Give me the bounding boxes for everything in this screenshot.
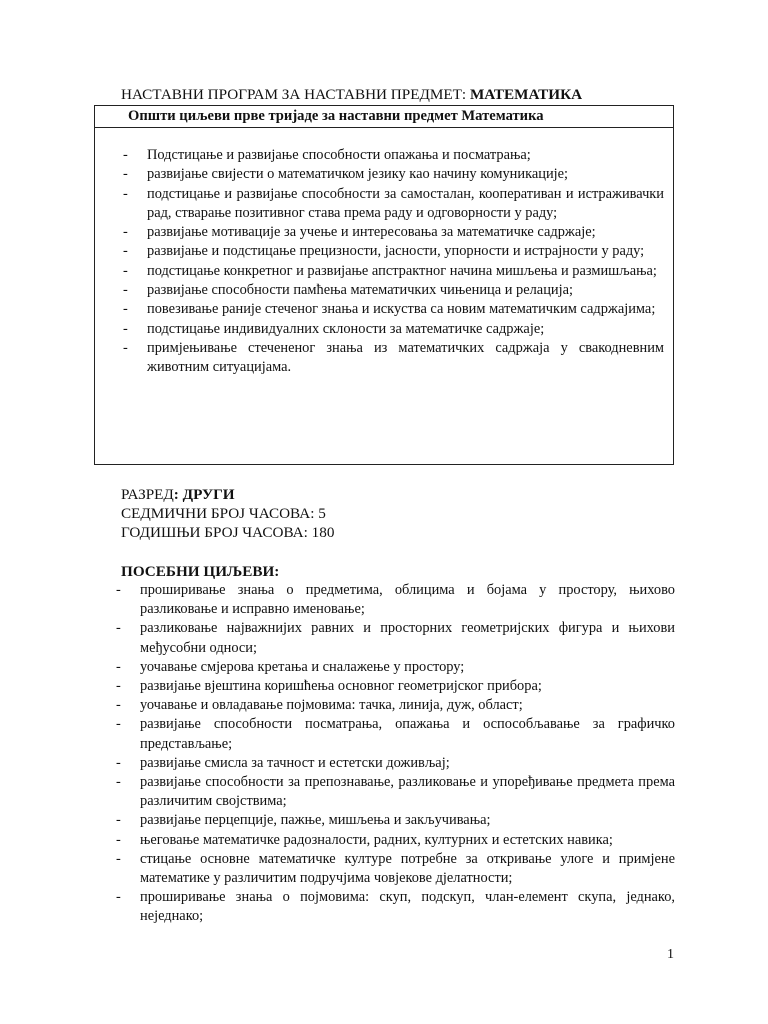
general-goal-item: - повезивање раније стеченог знања и искуства са новим математичким садржајима; xyxy=(123,301,656,318)
special-goal-item: - уочавање смјерова кретања и сналажење у простору; xyxy=(116,658,465,675)
page-number: 1 xyxy=(667,947,674,962)
special-goal-item: - развијање вјештина коришћења основног геометријског прибора; xyxy=(116,678,542,695)
general-goal-item: - развијање свијести о математичком језику као начину комуникације; xyxy=(123,166,569,183)
special-goal-item: - развијање способности посматрања, опажања и оспособљавање за графичко представљање; xyxy=(116,716,675,752)
general-goal-item: - Подстицање и развијање способности опажања и посматрања; xyxy=(123,147,531,163)
general-goal-item: - примјењивање стечененог знања из математичких садржаја у свакодневним животним ситуацијама. xyxy=(123,339,664,376)
weekly-hours-line: СЕДМИЧНИ БРОЈ ЧАСОВА: 5 xyxy=(121,505,326,522)
general-goal-item: - подстицање индивидуалних склоности за математичке садржаје; xyxy=(123,320,545,337)
program-title-prefix: НАСТАВНИ ПРОГРАМ ЗА НАСТАВНИ ПРЕДМЕТ: xyxy=(121,86,470,103)
subject-name: МАТЕМАТИКА xyxy=(469,86,583,103)
general-goals-heading: Општи циљеви прве тријаде за наставни предмет Математика xyxy=(95,106,673,128)
special-goal-item: - стицање основне математичке културе потребне за откривање улоге и примјене математике у различитим подручјима човјекове дјелатности; xyxy=(116,850,675,887)
general-goal-item: - подстицање конкретног и развијање апстрактног начина мишљења и размишљања; xyxy=(123,262,657,279)
special-goals-list xyxy=(110,581,675,927)
grade-line xyxy=(121,485,334,504)
general-goals-list xyxy=(95,146,673,378)
general-goal-item: - развијање и подстицање прецизности, јасности, упорности и истрајности у раду; xyxy=(123,243,645,260)
program-title xyxy=(121,85,681,104)
general-goals-box xyxy=(94,105,674,465)
special-goal-item: - проширивање знања о предметима, облицима и бојама у простору, њихово разликовање и исправно именовање; xyxy=(116,582,675,618)
special-goal-item: - развијање перцепције, пажње, мишљења и закључивања; xyxy=(116,812,491,829)
grade-label: РАЗРЕД xyxy=(121,486,174,503)
course-info xyxy=(121,485,334,542)
yearly-hours-line: ГОДИШЊИ БРОЈ ЧАСОВА: 180 xyxy=(121,524,335,541)
general-goal-item: - развијање способности памћења математичких чињеница и релација; xyxy=(123,282,573,299)
grade-value: : ДРУГИ xyxy=(173,486,235,503)
general-goal-item: - развијање мотивације за учење и интересовања за математичке садржаје; xyxy=(123,224,596,241)
special-goal-item: - разликовање најважнијих равних и просторних геометријских фигура и њихови међусобни односи; xyxy=(116,620,675,656)
special-goal-item: - развијање смисла за тачност и естетски доживљај; xyxy=(116,754,450,771)
special-goal-item: - развијање способности за препознавање, разликовање и упоређивање предмета према различитим својствима; xyxy=(116,774,675,810)
special-goal-item: - његовање математичке радозналости, радних, културних и естетских навика; xyxy=(116,831,613,848)
special-goals-heading: ПОСЕБНИ ЦИЉЕВИ: xyxy=(121,563,280,580)
general-goal-item: - подстицање и развијање способности за самосталан, кооперативан и истраживачки рад, стварање позитивног става према раду и одговорности у раду; xyxy=(123,185,664,221)
special-goal-item: - проширивање знања о појмовима: скуп, подскуп, члан-елемент скупа, једнако, неједнако; xyxy=(116,889,675,925)
special-goal-item: - уочавање и овладавање појмовима: тачка, линија, дуж, област; xyxy=(116,697,523,714)
